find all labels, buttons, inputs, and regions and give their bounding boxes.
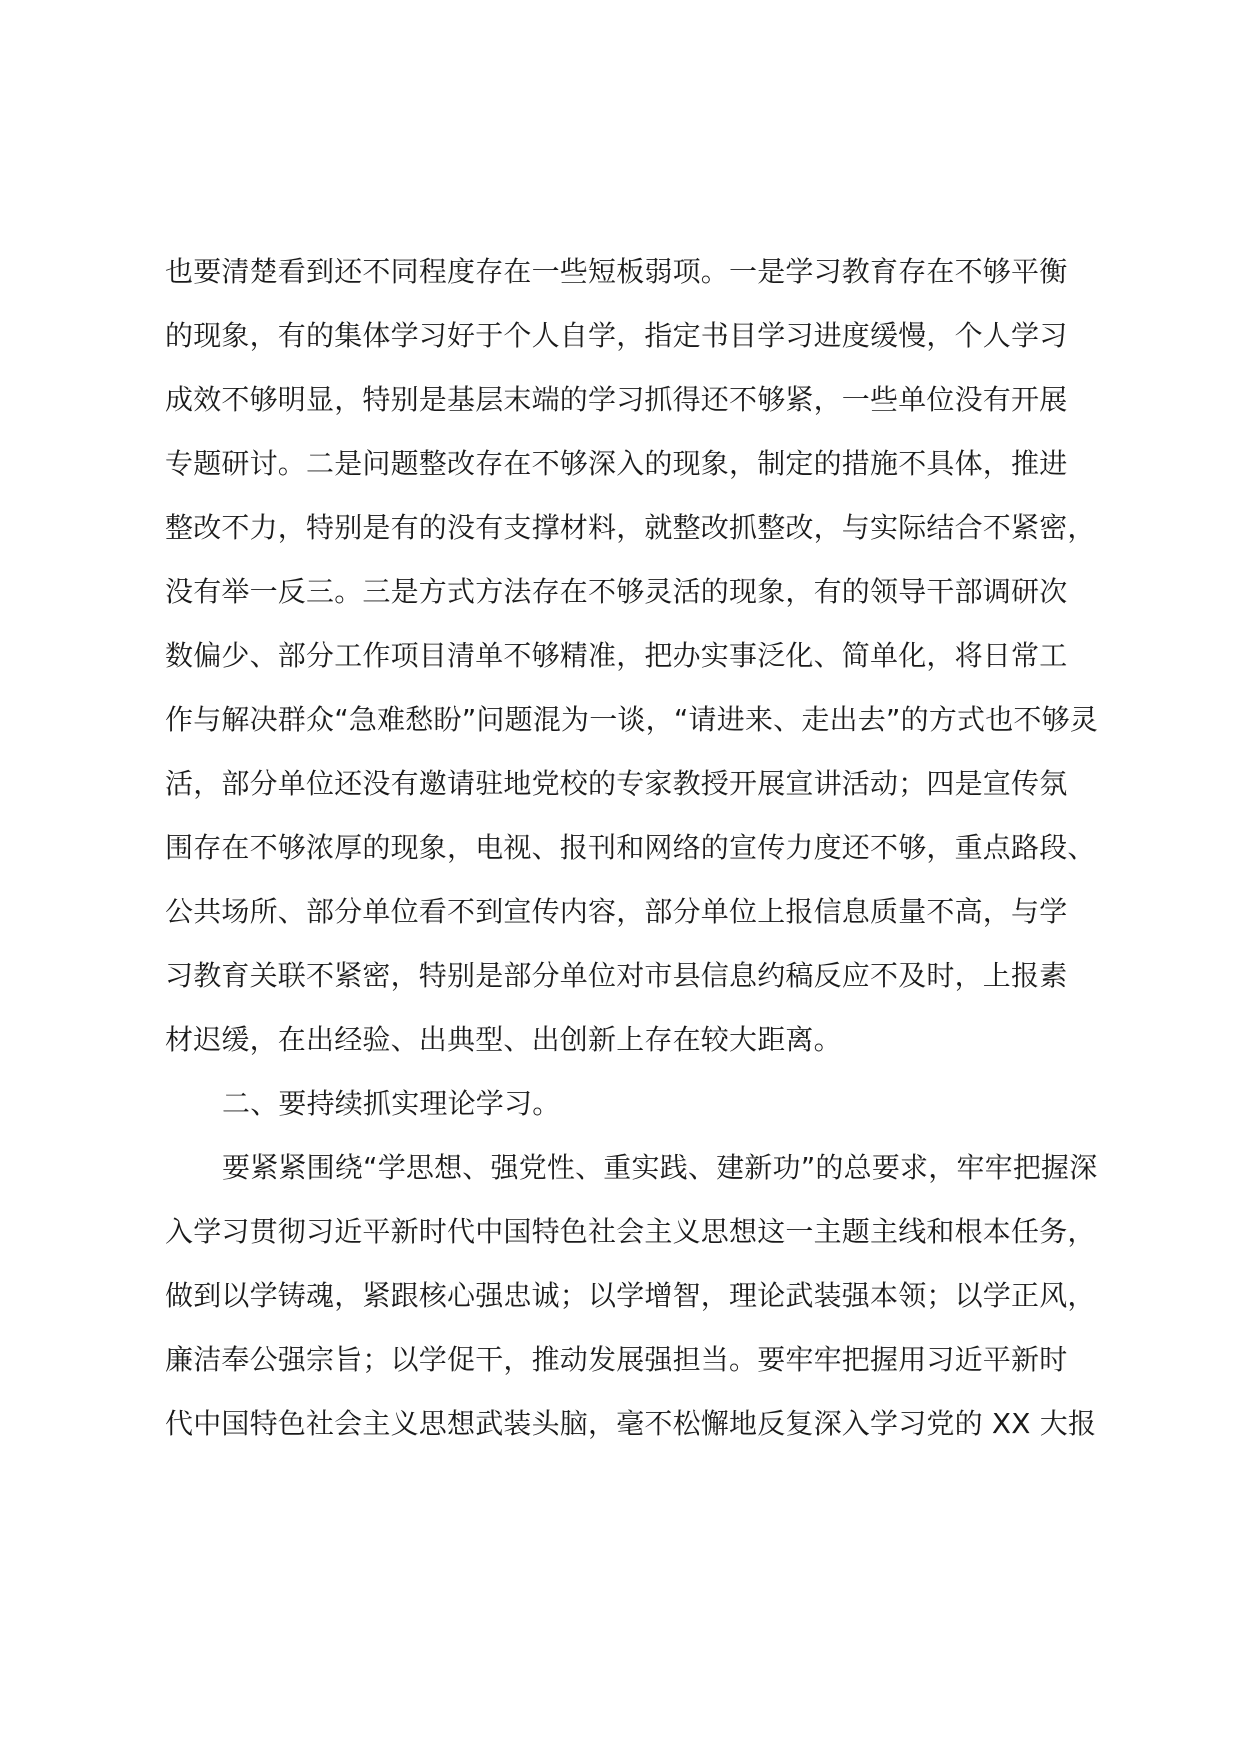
- text-line: 做到以学铸魂，紧跟核心强忠诚；以学增智，理论武装强本领；以学正风，: [165, 1279, 1096, 1312]
- text-line: 习教育关联不紧密，特别是部分单位对市县信息约稿反应不及时，上报素: [165, 959, 1068, 992]
- text-line: 材迟缓，在出经验、出典型、出创新上存在较大距离。: [165, 1023, 842, 1056]
- text-line: 入学习贯彻习近平新时代中国特色社会主义思想这一主题主线和根本任务，: [165, 1215, 1096, 1248]
- text-line: 数偏少、部分工作项目清单不够精准，把办实事泛化、简单化，将日常工: [165, 639, 1068, 672]
- text-line: 成效不够明显，特别是基层末端的学习抓得还不够紧，一些单位没有开展: [165, 383, 1068, 416]
- text-line: 廉洁奉公强宗旨；以学促干，推动发展强担当。要牢牢把握用习近平新时: [165, 1343, 1068, 1376]
- paragraph-shortcomings: [165, 240, 1099, 1072]
- text-line: 公共场所、部分单位看不到宣传内容，部分单位上报信息质量不高，与学: [165, 895, 1068, 928]
- text-line: 围存在不够浓厚的现象，电视、报刊和网络的宣传力度还不够，重点路段、: [165, 831, 1096, 864]
- text-line: 要紧紧围绕“学思想、强党性、重实践、建新功”的总要求，牢牢把握深: [222, 1151, 1098, 1184]
- document-body: [165, 240, 1099, 1456]
- section-heading: 二、要持续抓实理论学习。: [222, 1087, 561, 1120]
- text-line: 专题研讨。二是问题整改存在不够深入的现象，制定的措施不具体，推进: [165, 447, 1068, 480]
- text-line: 作与解决群众“急难愁盼”问题混为一谈，“请进来、走出去”的方式也不够灵: [165, 703, 1099, 736]
- paragraph-theory-study: [165, 1136, 1098, 1456]
- text-line: 代中国特色社会主义思想武装头脑，毫不松懈地反复深入学习党的 XX 大报: [165, 1407, 1097, 1440]
- text-line: 整改不力，特别是有的没有支撑材料，就整改抓整改，与实际结合不紧密，: [165, 511, 1096, 544]
- text-line: 的现象，有的集体学习好于个人自学，指定书目学习进度缓慢，个人学习: [165, 319, 1068, 352]
- text-line: 也要清楚看到还不同程度存在一些短板弱项。一是学习教育存在不够平衡: [165, 255, 1068, 288]
- text-line: 活，部分单位还没有邀请驻地党校的专家教授开展宣讲活动；四是宣传氛: [165, 767, 1068, 800]
- text-line: 没有举一反三。三是方式方法存在不够灵活的现象，有的领导干部调研次: [165, 575, 1068, 608]
